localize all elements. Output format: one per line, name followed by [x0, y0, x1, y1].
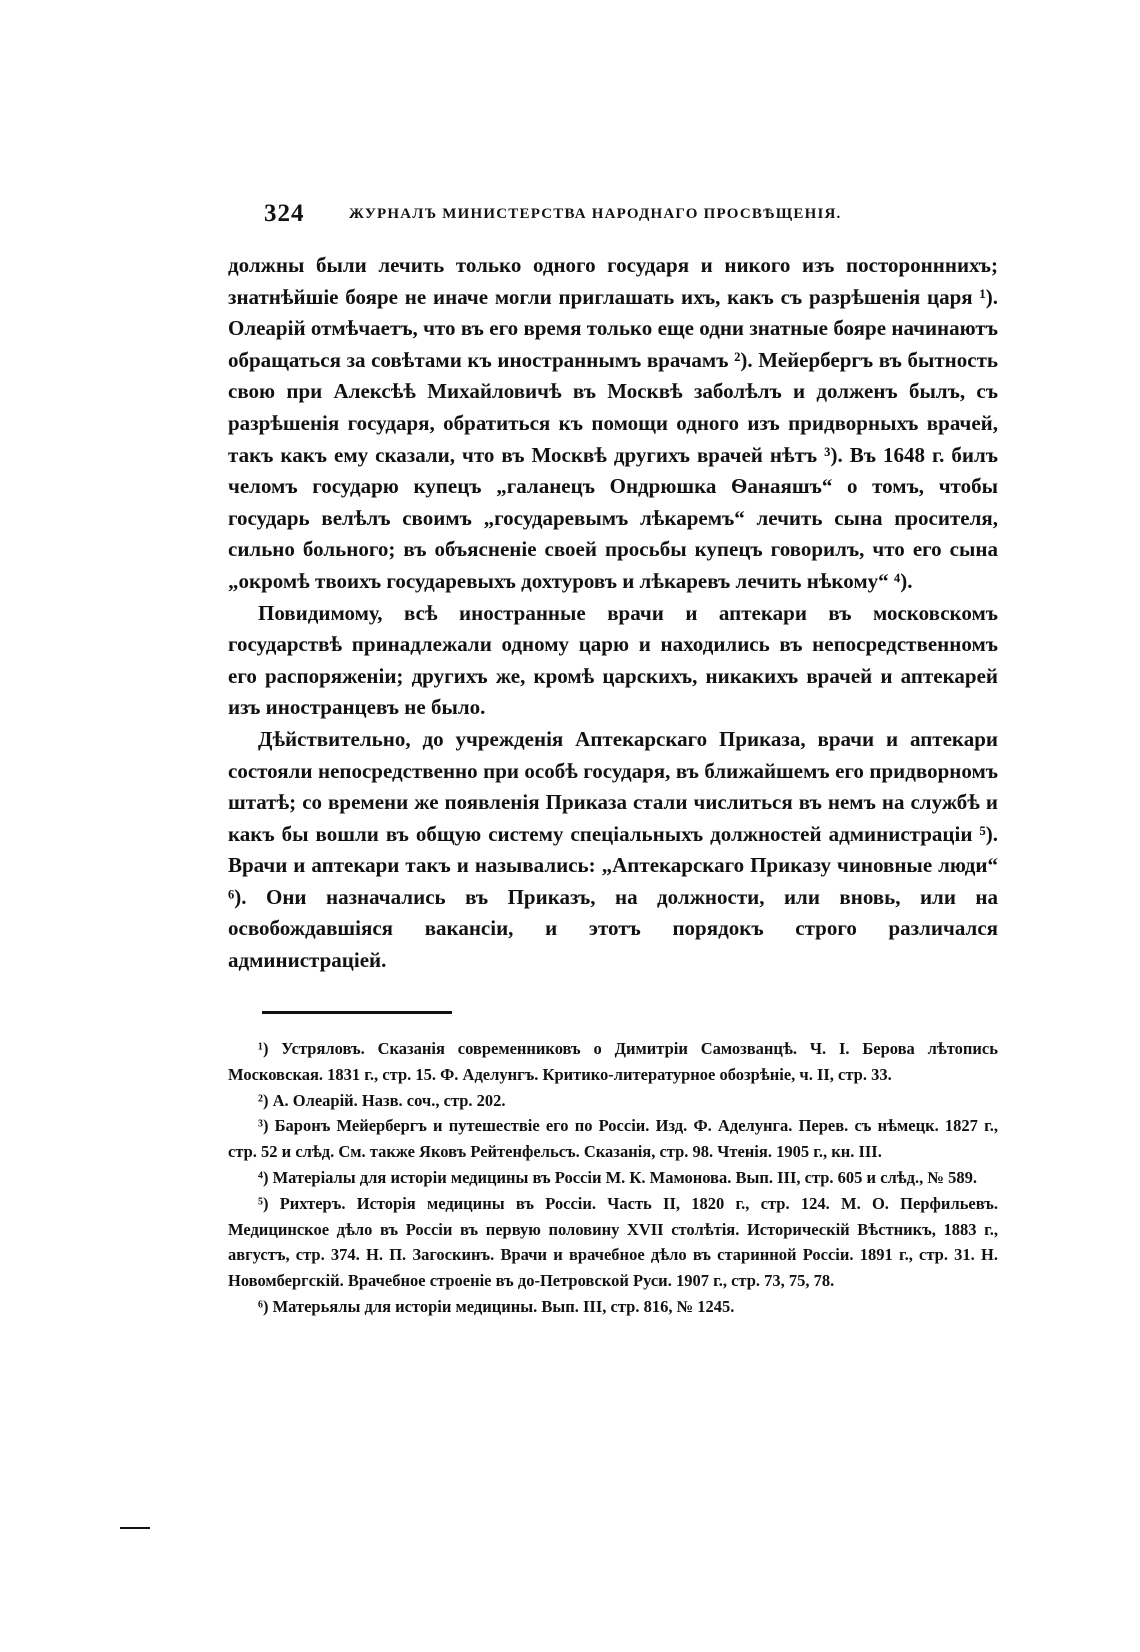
page-header — [264, 200, 984, 230]
footnote: ²) А. Олеарій. Назв. соч., стр. 202. — [258, 1090, 506, 1110]
paragraph: Повидимому, всѣ иностранные врачи и аптекари въ московскомъ государствѣ принадлежали одному царю и находились въ непосредственномъ его распоряженіи; другихъ же, кромѣ царскихъ, никакихъ врачей и аптекарей изъ иностранцевъ не было. — [228, 600, 998, 720]
margin-mark — [120, 1527, 150, 1529]
footnote: ³) Баронъ Мейербергъ и путешествіе его по Россіи. Изд. Ф. Аделунга. Перев. съ нѣмецк. 1827 г., стр. 52 и слѣд. См. также Яковъ Рейтенфельсъ. Сказанія, стр. 98. Чтенія. 1905 г., кн. III. — [228, 1116, 998, 1162]
paragraph: должны были лечить только одного государя и никого изъ посторонннихъ; знатнѣйшіе бояре не иначе могли приглашать ихъ, какъ съ разрѣшенія царя ¹). Олеарій отмѣчаетъ, что въ его время только еще одни знатные бояре начинаютъ обращаться за совѣтами къ иностраннымъ врачамъ ²). Мейербергъ въ бытность свою при Алексѣѣ Михайловичѣ въ Москвѣ заболѣлъ и долженъ былъ, съ разрѣшенія государя, обратиться къ помощи одного изъ придворныхъ врачей, такъ какъ ему сказали, что въ Москвѣ другихъ врачей нѣтъ ³). Въ 1648 г. билъ челомъ государю купецъ „галанецъ Ондрюшка Ѳанаяшъ“ о томъ, чтобы государь велѣлъ своимъ „государевымъ лѣкаремъ“ лечить сына просителя, сильно больного; въ объясненіе своей просьбы купецъ говорилъ, что его сына „окромѣ твоихъ государевыхъ дохтуровъ и лѣкаревъ лечить нѣкому“ ⁴). — [228, 253, 998, 593]
running-title: ЖУРНАЛЪ МИНИСТЕРСТВА НАРОДНАГО ПРОСВѢЩЕНІЯ. — [349, 206, 842, 222]
footnote: ¹) Устряловъ. Сказанія современниковъ о Димитріи Самозванцѣ. Ч. I. Берова лѣтопись Московская. 1831 г., стр. 15. Ф. Аделунгъ. Критико-литературное обозрѣніе, ч. II, стр. 33. — [228, 1039, 998, 1084]
page-number: 324 — [264, 200, 305, 227]
paragraph: Дѣйствительно, до учрежденія Аптекарскаго Приказа, врачи и аптекари состояли непосредственно при особѣ государя, въ ближайшемъ его придворномъ штатѣ; со времени же появленія Приказа стали числиться въ немъ на службѣ и какъ бы вошли въ общую систему спеціальныхъ должностей администраціи ⁵). Врачи и аптекари такъ и назывались: „Аптекарскаго Приказу чиновные люди“ ⁶). Они назначались въ Приказъ, на должности, или вновь, или на освобождавшіяся вакансіи, и этотъ порядокъ строго различался администраціей. — [228, 726, 998, 973]
main-text — [228, 250, 998, 977]
footnote: ⁴) Матеріалы для исторіи медицины въ Россіи М. К. Мамонова. Вып. III, стр. 605 и слѣд., № 589. — [258, 1167, 977, 1187]
footnote-divider — [262, 1011, 452, 1014]
footnote: ⁵) Рихтеръ. Исторія медицины въ Россіи. Часть II, 1820 г., стр. 124. М. О. Перфильевъ. Медицинское дѣло въ Россіи въ первую половину XVII столѣтія. Историческій Вѣстникъ, 1883 г., августъ, стр. 374. Н. П. Загоскинъ. Врачи и врачебное дѣло въ старинной Россіи. 1891 г., стр. 31. Н. Новомбергскій. Врачебное строеніе въ до-Петровской Руси. 1907 г., стр. 73, 75, 78. — [228, 1193, 998, 1291]
footnotes — [228, 1036, 998, 1320]
footnote: ⁶) Матерьялы для исторіи медицины. Вып. III, стр. 816, № 1245. — [258, 1296, 735, 1316]
